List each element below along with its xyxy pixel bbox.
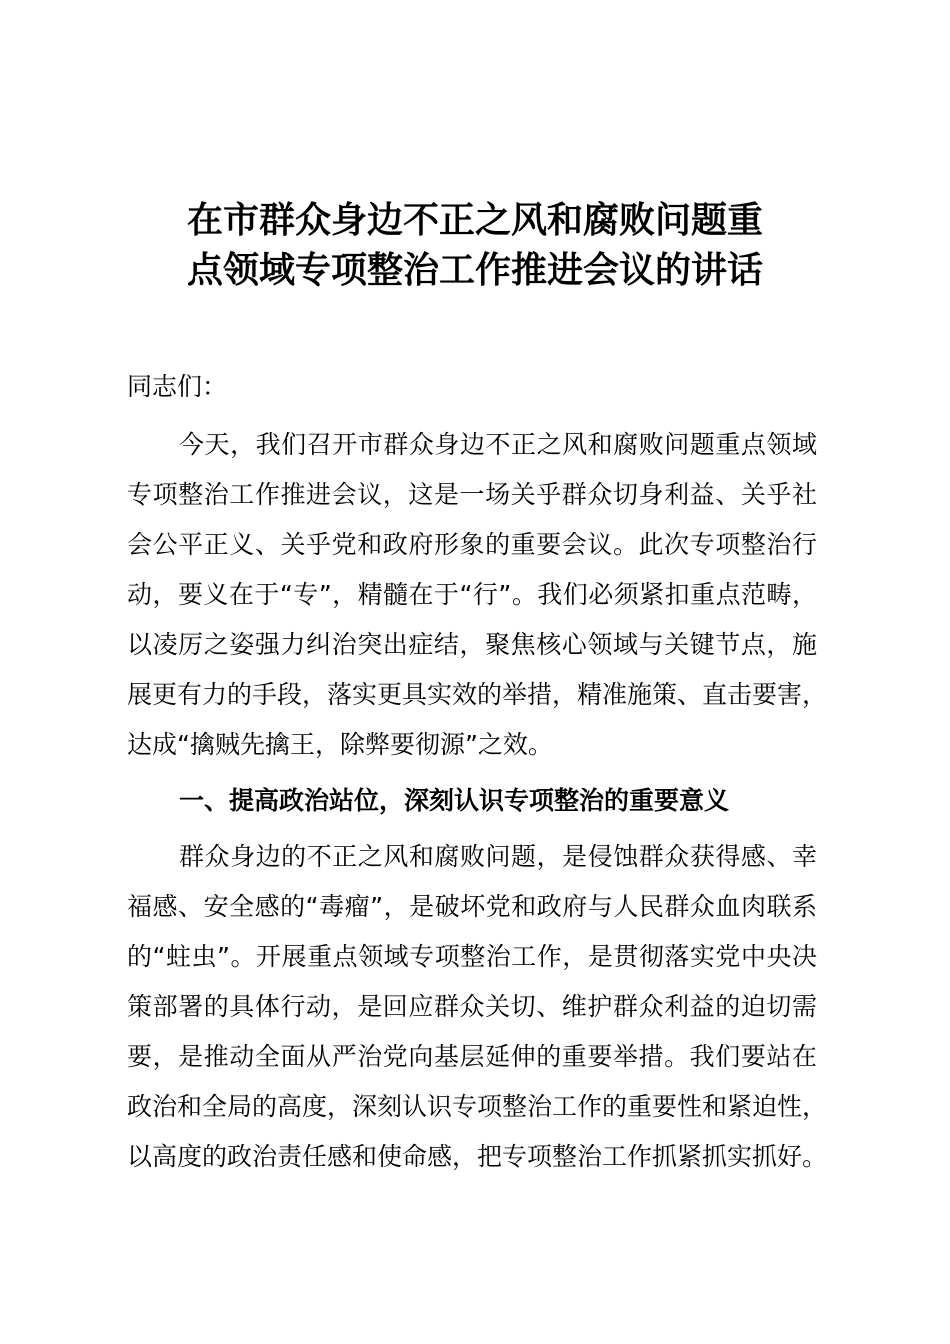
- paragraph-1: [127, 420, 828, 770]
- text-line: 展更有力的手段，落实更具实效的举措，精准施策、直击要害，: [127, 680, 828, 709]
- document-title: [120, 196, 830, 296]
- text-line: 策部署的具体行动，是回应群众关切、维护群众利益的迫切需: [127, 992, 817, 1021]
- text-line: 以高度的政治责任感和使命感，把专项整治工作抓紧抓实抓好。: [127, 1142, 828, 1171]
- text-line: 今天，我们召开市群众身边不正之风和腐败问题重点领域: [179, 430, 817, 459]
- title-line: 点领域专项整治工作推进会议的讲话: [186, 250, 763, 291]
- text-line: 福感、安全感的“毒瘤”，是破坏党和政府与人民群众血肉联系: [127, 892, 817, 921]
- text-line: 要，是推动全面从严治党向基层延伸的重要举措。我们要站在: [127, 1042, 817, 1071]
- text-line: 的“蛀虫”。开展重点领域专项整治工作，是贯彻落实党中央决: [127, 942, 817, 971]
- text-line: 会公平正义、关乎党和政府形象的重要会议。此次专项整治行: [127, 530, 817, 559]
- paragraph-2: [127, 832, 828, 1182]
- text-line: 专项整治工作推进会议，这是一场关乎群众切身利益、关乎社: [127, 480, 817, 509]
- title-line: 在市群众身边不正之风和腐败问题重: [186, 200, 763, 241]
- text-line: 政治和全局的高度，深刻认识专项整治工作的重要性和紧迫性，: [127, 1092, 828, 1121]
- text-line: 达成“擒贼先擒王，除弊要彻源”之效。: [127, 730, 553, 759]
- section-heading: 一、提高政治站位，深刻认识专项整治的重要意义: [179, 786, 730, 815]
- text-line: 群众身边的不正之风和腐败问题，是侵蚀群众获得感、幸: [179, 842, 817, 871]
- text-line: 以凌厉之姿强力纠治突出症结，聚焦核心领域与关键节点，施: [127, 630, 817, 659]
- text-line: 动，要义在于“专”，精髓在于“行”。我们必须紧扣重点范畴，: [127, 580, 817, 609]
- salutation: 同志们：: [127, 372, 228, 401]
